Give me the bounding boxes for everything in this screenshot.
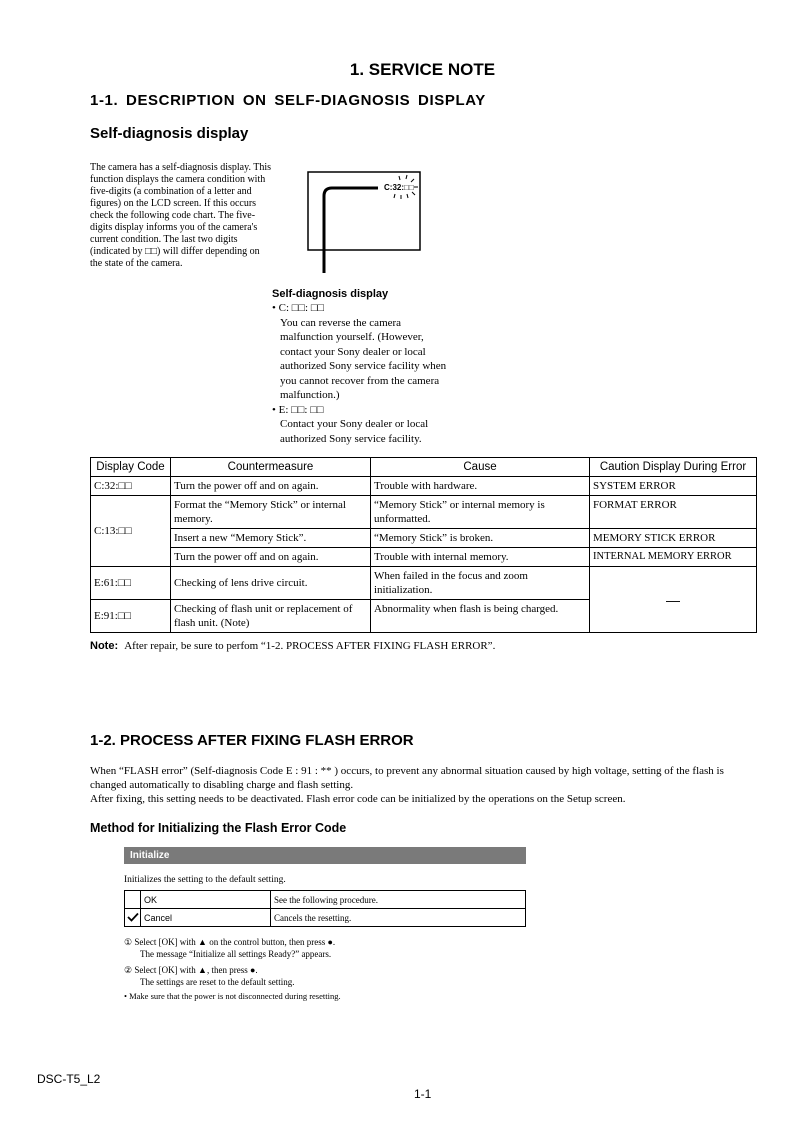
footer-model: DSC-T5_L2 xyxy=(37,1072,101,1086)
self-diagnosis-code-table xyxy=(90,457,757,633)
bullet-note: • Make sure that the power is not disconnected during resetting. xyxy=(124,991,341,1001)
option-ok-check-cell xyxy=(125,891,141,909)
step-2-number: ② xyxy=(124,965,133,975)
initialize-options-table xyxy=(124,890,526,927)
cell-code: C:13:□□ xyxy=(91,496,171,567)
table-note xyxy=(90,640,495,652)
option-cancel-label[interactable]: Cancel xyxy=(141,909,271,927)
step-1-number: ① xyxy=(124,937,133,947)
cell-caution: SYSTEM ERROR xyxy=(590,477,757,496)
para-2: After fixing, this setting needs to be deactivated. Flash error code can be initialized by the operations on the Setup screen. xyxy=(90,793,626,805)
legend-e-label: • E: □□: □□ xyxy=(272,403,324,416)
lcd-code-text: C:32:□□ xyxy=(384,183,414,192)
checkmark-icon xyxy=(125,909,141,927)
option-row-ok[interactable] xyxy=(125,891,526,909)
subheading-self-diagnosis: Self-diagnosis display xyxy=(90,125,249,142)
intro-paragraph: The camera has a self-diagnosis display. This function displays the camera condition with five-digits (a combination of a letter and figures) on the LCD screen. If this occurs check the following code chart. The five-digits display informs you of the camera's current condition. The last two digits (indicated by □□) will differ depending on the state of the camera. xyxy=(90,162,272,269)
option-ok-desc: See the following procedure. xyxy=(271,891,526,909)
header-caution: Caution Display During Error xyxy=(590,458,757,477)
option-ok-label[interactable]: OK xyxy=(141,891,271,909)
cell-code: C:32:□□ xyxy=(91,477,171,496)
cell-countermeasure: Checking of flash unit or replacement of flash unit. (Note) xyxy=(171,600,371,633)
legend-c-text: You can reverse the camera malfunction yourself. (However, contact your Sony dealer or local authorized Sony service facility when you cannot recover from the camera malfunction.) xyxy=(280,316,447,401)
cell-cause: When failed in the focus and zoom initialization. xyxy=(371,567,590,600)
cell-cause: Trouble with internal memory. xyxy=(371,548,590,567)
cell-caution: INTERNAL MEMORY ERROR xyxy=(590,548,757,567)
note-text: After repair, be sure to perfom “1-2. PROCESS AFTER FIXING FLASH ERROR”. xyxy=(124,640,496,652)
procedure-steps xyxy=(124,936,544,1002)
page-title: 1. SERVICE NOTE xyxy=(349,60,496,79)
cell-cause: “Memory Stick” is broken. xyxy=(371,529,590,548)
note-label: Note: xyxy=(90,640,119,652)
initialize-title-bar xyxy=(124,847,526,864)
header-cause: Cause xyxy=(371,458,590,477)
cell-countermeasure: Turn the power off and on again. xyxy=(171,548,371,567)
option-row-cancel[interactable] xyxy=(125,909,526,927)
cell-cause: Abnormality when flash is being charged. xyxy=(371,600,590,633)
footer-page-number: 1-1 xyxy=(414,1087,432,1101)
step-1-sub: The message “Initialize all settings Ready?” appears. xyxy=(140,949,332,959)
table-row xyxy=(91,477,757,496)
method-heading: Method for Initializing the Flash Error Code xyxy=(90,821,347,835)
cell-countermeasure: Checking of lens drive circuit. xyxy=(171,567,371,600)
step-2-sub: The settings are reset to the default setting. xyxy=(140,977,295,987)
cell-caution: MEMORY STICK ERROR xyxy=(590,529,757,548)
table-row xyxy=(91,548,757,567)
option-cancel-desc: Cancels the resetting. xyxy=(271,909,526,927)
section-heading-1-2: 1-2. PROCESS AFTER FIXING FLASH ERROR xyxy=(90,732,414,749)
cell-cause: Trouble with hardware. xyxy=(371,477,590,496)
initialize-description: Initializes the setting to the default setting. xyxy=(124,875,286,885)
section-heading-1-1: 1-1. DESCRIPTION ON SELF-DIAGNOSIS DISPLAY xyxy=(90,92,486,109)
lcd-screen-illustration xyxy=(304,168,429,273)
table-row xyxy=(91,567,757,600)
legend-heading: Self-diagnosis display xyxy=(272,288,389,300)
table-row xyxy=(91,529,757,548)
cell-cause: “Memory Stick” or internal memory is unformatted. xyxy=(371,496,590,529)
cell-caution: FORMAT ERROR xyxy=(590,496,757,529)
self-diagnosis-display-legend xyxy=(272,288,452,446)
para-1: When “FLASH error” (Self-diagnosis Code E : 91 : ** ) occurs, to prevent any abnormal situation caused by high voltage, setting of the flash is changed automatically to disabling charge and flash setting. xyxy=(90,765,724,791)
cell-caution: — xyxy=(590,567,757,633)
legend-e-text: Contact your Sony dealer or local authorized Sony service facility. xyxy=(280,418,429,445)
step-1: ① Select [OK] with ▲ on the control button, then press ●. xyxy=(124,937,336,947)
cell-countermeasure: Format the “Memory Stick” or internal memory. xyxy=(171,496,371,529)
cell-countermeasure: Turn the power off and on again. xyxy=(171,477,371,496)
legend-c-label: • C: □□: □□ xyxy=(272,302,325,314)
header-display-code: Display Code xyxy=(91,458,171,477)
header-countermeasure: Countermeasure xyxy=(171,458,371,477)
table-header-row xyxy=(91,458,757,477)
cell-code: E:91:□□ xyxy=(91,600,171,633)
table-row xyxy=(91,496,757,529)
cell-code: E:61:□□ xyxy=(91,567,171,600)
step-2: ② Select [OK] with ▲, then press ●. xyxy=(124,965,258,975)
cell-countermeasure: Insert a new “Memory Stick”. xyxy=(171,529,371,548)
section2-paragraph xyxy=(90,764,758,806)
initialize-title: Initialize xyxy=(130,850,170,861)
